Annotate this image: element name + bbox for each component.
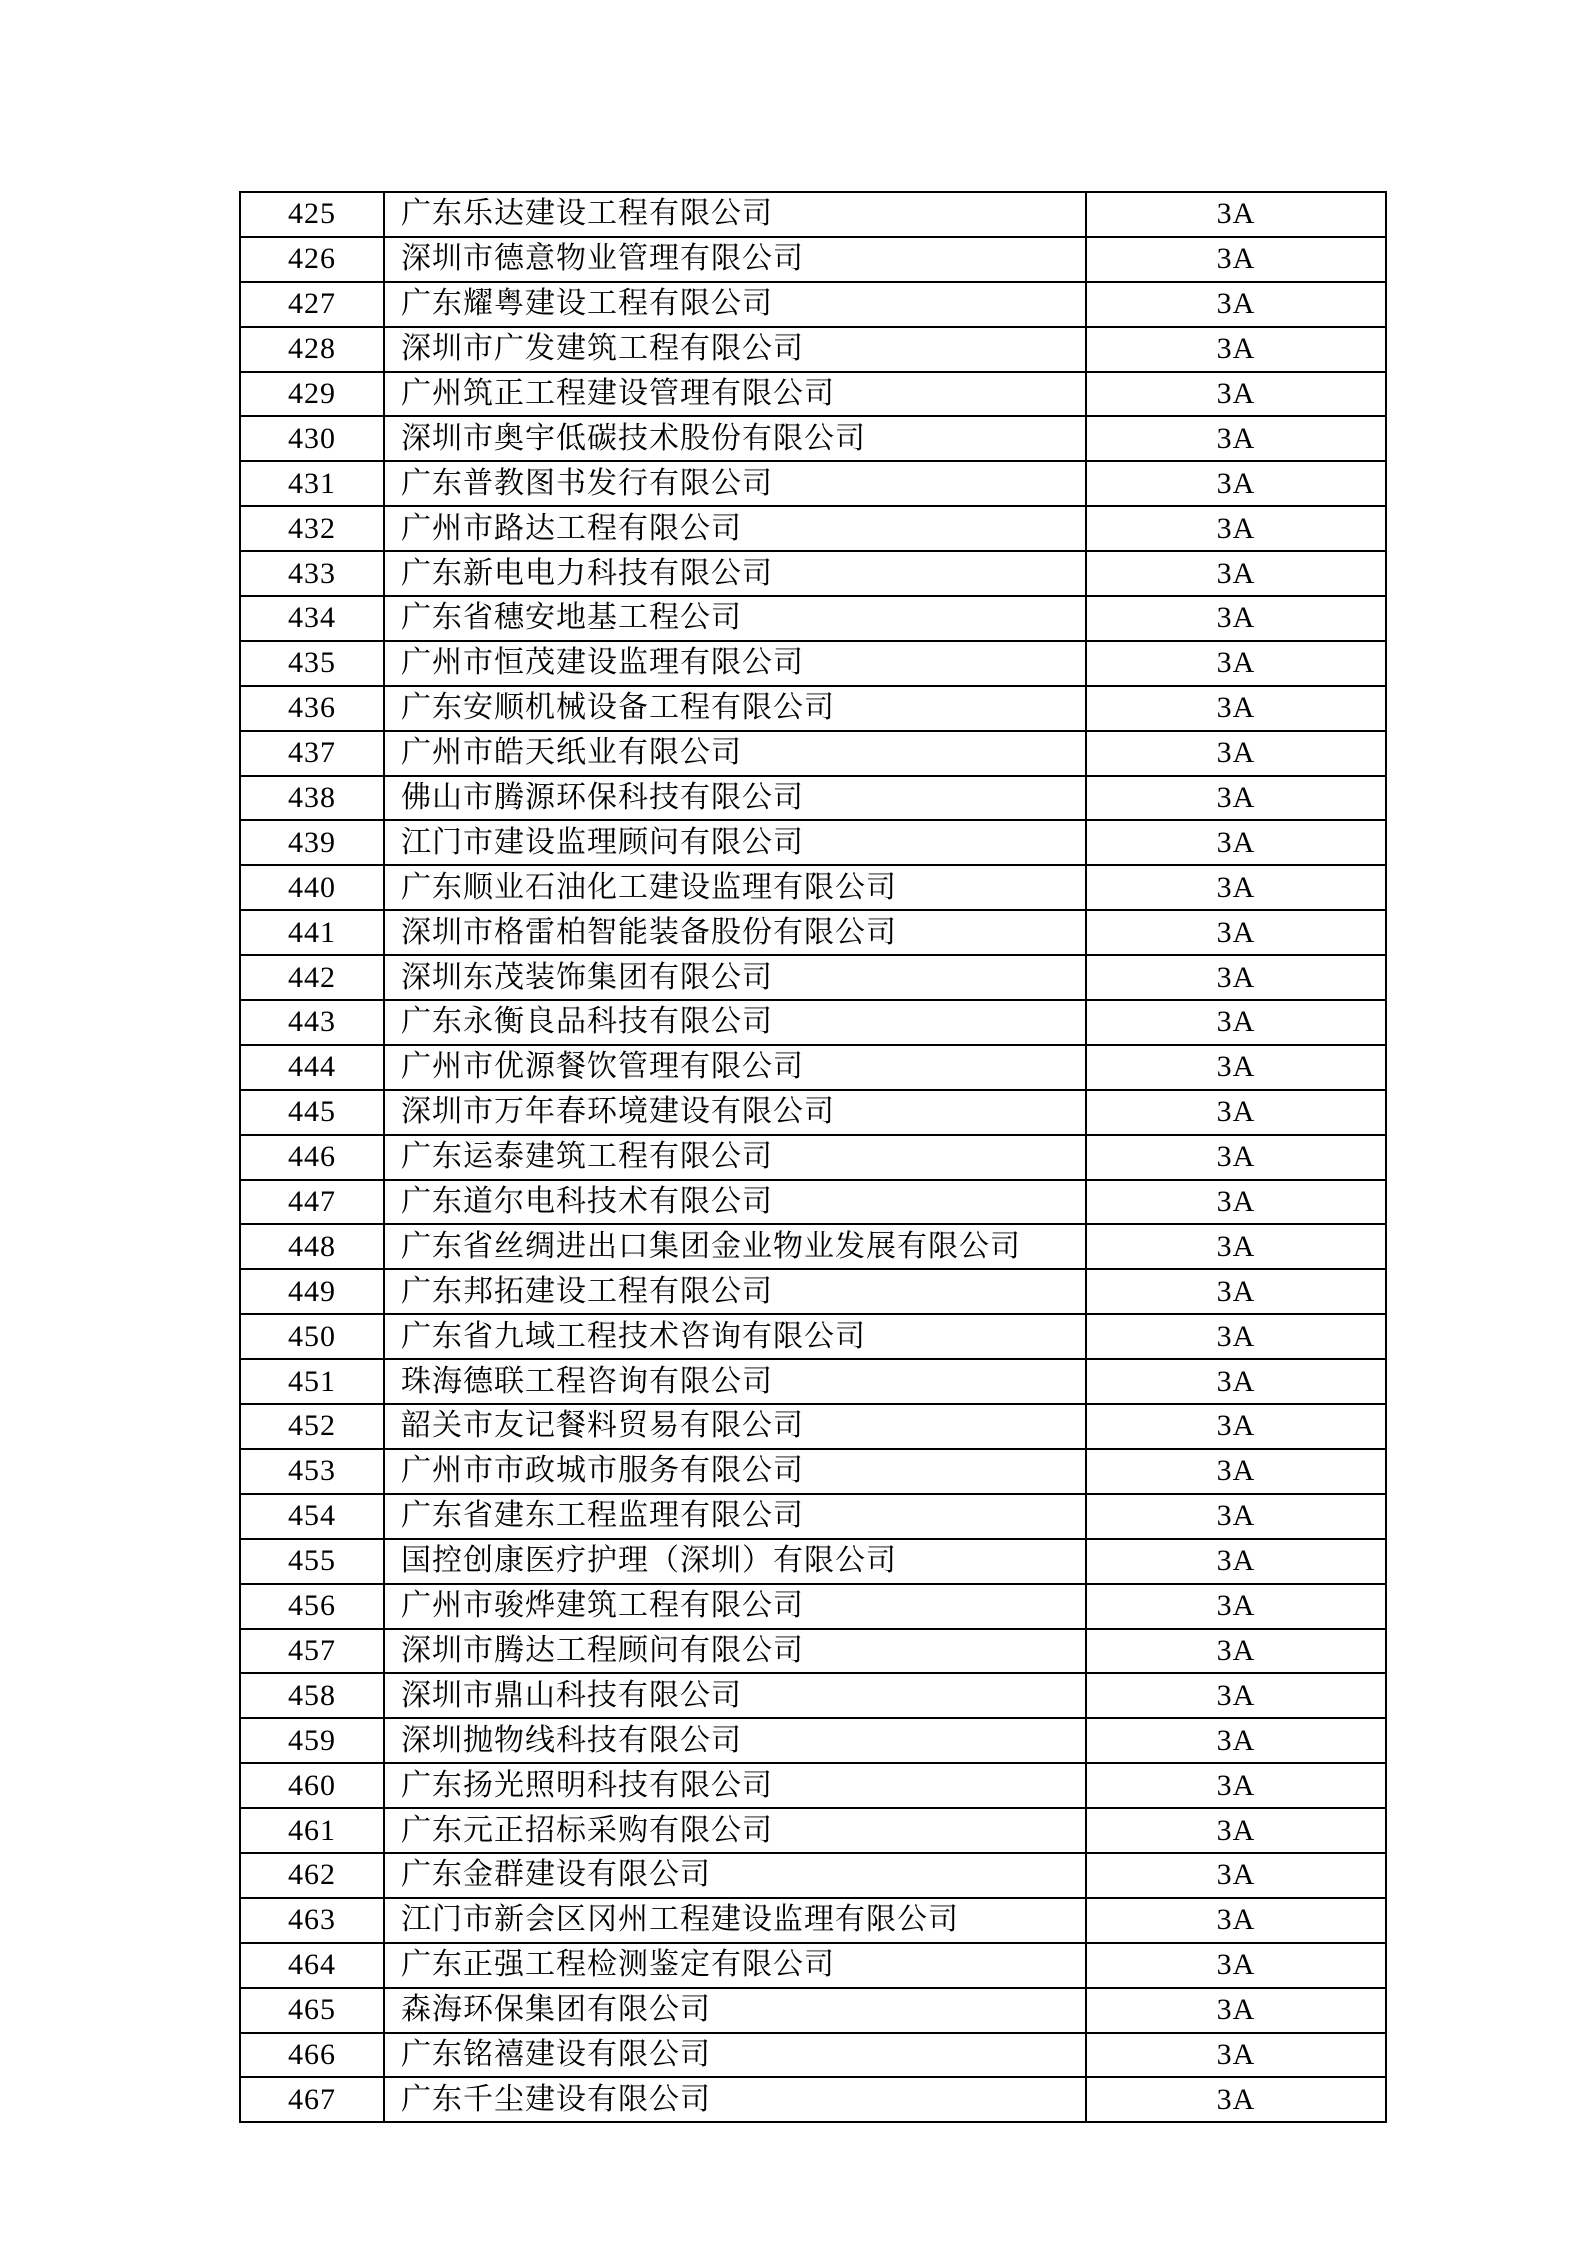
credit-grade-cell: 3A	[1086, 1224, 1386, 1269]
row-number-cell: 452	[240, 1404, 384, 1449]
company-name-cell: 深圳东茂装饰集团有限公司	[384, 955, 1086, 1000]
table-row	[240, 686, 1386, 731]
company-name-cell: 深圳市鼎山科技有限公司	[384, 1673, 1086, 1718]
table-row	[240, 776, 1386, 821]
company-name-cell: 广东永衡良品科技有限公司	[384, 1000, 1086, 1045]
table-row	[240, 1898, 1386, 1943]
row-number-cell: 464	[240, 1943, 384, 1988]
row-number-cell: 456	[240, 1584, 384, 1629]
company-name-cell: 广州市皓天纸业有限公司	[384, 731, 1086, 776]
row-number-cell: 445	[240, 1090, 384, 1135]
credit-grade-cell: 3A	[1086, 1853, 1386, 1898]
row-number-cell: 467	[240, 2077, 384, 2122]
row-number-cell: 458	[240, 1673, 384, 1718]
table-row	[240, 1404, 1386, 1449]
company-name-cell: 广东省九域工程技术咨询有限公司	[384, 1314, 1086, 1359]
company-name-cell: 深圳市广发建筑工程有限公司	[384, 327, 1086, 372]
row-number-cell: 461	[240, 1808, 384, 1853]
company-name-cell: 深圳市格雷柏智能装备股份有限公司	[384, 910, 1086, 955]
credit-grade-cell: 3A	[1086, 1090, 1386, 1135]
credit-grade-cell: 3A	[1086, 731, 1386, 776]
company-name-cell: 广东正强工程检测鉴定有限公司	[384, 1943, 1086, 1988]
row-number-cell: 442	[240, 955, 384, 1000]
table-row	[240, 910, 1386, 955]
company-name-cell: 广东耀粤建设工程有限公司	[384, 282, 1086, 327]
company-rating-table	[239, 191, 1387, 2123]
company-name-cell: 广东省丝绸进出口集团金业物业发展有限公司	[384, 1224, 1086, 1269]
credit-grade-cell: 3A	[1086, 865, 1386, 910]
row-number-cell: 440	[240, 865, 384, 910]
row-number-cell: 432	[240, 506, 384, 551]
credit-grade-cell: 3A	[1086, 327, 1386, 372]
table-row	[240, 731, 1386, 776]
row-number-cell: 429	[240, 372, 384, 417]
table-row	[240, 1539, 1386, 1584]
row-number-cell: 446	[240, 1135, 384, 1180]
credit-grade-cell: 3A	[1086, 1045, 1386, 1090]
row-number-cell: 444	[240, 1045, 384, 1090]
credit-grade-cell: 3A	[1086, 1135, 1386, 1180]
company-name-cell: 广东道尔电科技术有限公司	[384, 1180, 1086, 1225]
credit-grade-cell: 3A	[1086, 1314, 1386, 1359]
credit-grade-cell: 3A	[1086, 2077, 1386, 2122]
row-number-cell: 431	[240, 461, 384, 506]
row-number-cell: 436	[240, 686, 384, 731]
row-number-cell: 443	[240, 1000, 384, 1045]
credit-grade-cell: 3A	[1086, 1404, 1386, 1449]
credit-grade-cell: 3A	[1086, 372, 1386, 417]
row-number-cell: 466	[240, 2033, 384, 2078]
table-row	[240, 327, 1386, 372]
table-row	[240, 2033, 1386, 2078]
credit-grade-cell: 3A	[1086, 820, 1386, 865]
table-row	[240, 955, 1386, 1000]
credit-grade-cell: 3A	[1086, 1359, 1386, 1404]
company-name-cell: 广东省穗安地基工程公司	[384, 596, 1086, 641]
company-name-cell: 广州市路达工程有限公司	[384, 506, 1086, 551]
row-number-cell: 465	[240, 1988, 384, 2033]
credit-grade-cell: 3A	[1086, 1988, 1386, 2033]
table-row	[240, 1314, 1386, 1359]
table-row	[240, 237, 1386, 282]
table-row	[240, 1943, 1386, 1988]
credit-grade-cell: 3A	[1086, 1000, 1386, 1045]
table-row	[240, 1090, 1386, 1135]
company-name-cell: 森海环保集团有限公司	[384, 1988, 1086, 2033]
company-name-cell: 广东铭禧建设有限公司	[384, 2033, 1086, 2078]
row-number-cell: 435	[240, 641, 384, 686]
company-name-cell: 广东乐达建设工程有限公司	[384, 192, 1086, 237]
company-name-cell: 佛山市腾源环保科技有限公司	[384, 776, 1086, 821]
company-name-cell: 深圳市万年春环境建设有限公司	[384, 1090, 1086, 1135]
row-number-cell: 441	[240, 910, 384, 955]
table-row	[240, 1808, 1386, 1853]
row-number-cell: 459	[240, 1718, 384, 1763]
table-row	[240, 1988, 1386, 2033]
credit-grade-cell: 3A	[1086, 416, 1386, 461]
credit-grade-cell: 3A	[1086, 955, 1386, 1000]
row-number-cell: 460	[240, 1763, 384, 1808]
table-row	[240, 282, 1386, 327]
row-number-cell: 453	[240, 1449, 384, 1494]
row-number-cell: 439	[240, 820, 384, 865]
company-name-cell: 广东元正招标采购有限公司	[384, 1808, 1086, 1853]
credit-grade-cell: 3A	[1086, 1629, 1386, 1674]
company-name-cell: 广东扬光照明科技有限公司	[384, 1763, 1086, 1808]
company-name-cell: 广东金群建设有限公司	[384, 1853, 1086, 1898]
table-row	[240, 1045, 1386, 1090]
table-row	[240, 372, 1386, 417]
table-row	[240, 1135, 1386, 1180]
row-number-cell: 426	[240, 237, 384, 282]
table-row	[240, 1494, 1386, 1539]
company-name-cell: 广州筑正工程建设管理有限公司	[384, 372, 1086, 417]
credit-grade-cell: 3A	[1086, 1584, 1386, 1629]
table-row	[240, 2077, 1386, 2122]
company-name-cell: 广东省建东工程监理有限公司	[384, 1494, 1086, 1539]
company-name-cell: 江门市建设监理顾问有限公司	[384, 820, 1086, 865]
table-row	[240, 1629, 1386, 1674]
credit-grade-cell: 3A	[1086, 2033, 1386, 2078]
credit-grade-cell: 3A	[1086, 1808, 1386, 1853]
credit-grade-cell: 3A	[1086, 282, 1386, 327]
company-name-cell: 江门市新会区冈州工程建设监理有限公司	[384, 1898, 1086, 1943]
table-row	[240, 1000, 1386, 1045]
company-name-cell: 深圳抛物线科技有限公司	[384, 1718, 1086, 1763]
row-number-cell: 437	[240, 731, 384, 776]
company-name-cell: 广东千尘建设有限公司	[384, 2077, 1086, 2122]
company-name-cell: 深圳市奥宇低碳技术股份有限公司	[384, 416, 1086, 461]
company-name-cell: 广州市市政城市服务有限公司	[384, 1449, 1086, 1494]
credit-grade-cell: 3A	[1086, 596, 1386, 641]
credit-grade-cell: 3A	[1086, 1673, 1386, 1718]
table-row	[240, 1763, 1386, 1808]
company-name-cell: 广东新电电力科技有限公司	[384, 551, 1086, 596]
row-number-cell: 457	[240, 1629, 384, 1674]
table-row	[240, 641, 1386, 686]
credit-grade-cell: 3A	[1086, 1898, 1386, 1943]
credit-grade-cell: 3A	[1086, 1943, 1386, 1988]
row-number-cell: 463	[240, 1898, 384, 1943]
row-number-cell: 449	[240, 1269, 384, 1314]
table-row	[240, 1718, 1386, 1763]
table-row	[240, 192, 1386, 237]
table-row	[240, 820, 1386, 865]
company-name-cell: 国控创康医疗护理（深圳）有限公司	[384, 1539, 1086, 1584]
row-number-cell: 454	[240, 1494, 384, 1539]
table-row	[240, 506, 1386, 551]
row-number-cell: 447	[240, 1180, 384, 1225]
credit-grade-cell: 3A	[1086, 192, 1386, 237]
credit-grade-cell: 3A	[1086, 1539, 1386, 1584]
table-row	[240, 1449, 1386, 1494]
row-number-cell: 434	[240, 596, 384, 641]
credit-grade-cell: 3A	[1086, 686, 1386, 731]
credit-grade-cell: 3A	[1086, 1269, 1386, 1314]
table-row	[240, 596, 1386, 641]
company-name-cell: 广东运泰建筑工程有限公司	[384, 1135, 1086, 1180]
credit-grade-cell: 3A	[1086, 237, 1386, 282]
company-name-cell: 深圳市德意物业管理有限公司	[384, 237, 1086, 282]
row-number-cell: 427	[240, 282, 384, 327]
table-row	[240, 865, 1386, 910]
credit-grade-cell: 3A	[1086, 1494, 1386, 1539]
credit-grade-cell: 3A	[1086, 551, 1386, 596]
row-number-cell: 455	[240, 1539, 384, 1584]
table-row	[240, 1584, 1386, 1629]
company-name-cell: 韶关市友记餐料贸易有限公司	[384, 1404, 1086, 1449]
row-number-cell: 462	[240, 1853, 384, 1898]
company-name-cell: 珠海德联工程咨询有限公司	[384, 1359, 1086, 1404]
row-number-cell: 433	[240, 551, 384, 596]
company-name-cell: 广东顺业石油化工建设监理有限公司	[384, 865, 1086, 910]
company-name-cell: 深圳市腾达工程顾问有限公司	[384, 1629, 1086, 1674]
table-row	[240, 1269, 1386, 1314]
credit-grade-cell: 3A	[1086, 1763, 1386, 1808]
credit-grade-cell: 3A	[1086, 461, 1386, 506]
row-number-cell: 425	[240, 192, 384, 237]
credit-grade-cell: 3A	[1086, 641, 1386, 686]
company-name-cell: 广东安顺机械设备工程有限公司	[384, 686, 1086, 731]
table-row	[240, 1673, 1386, 1718]
table-row	[240, 1180, 1386, 1225]
table-body	[240, 192, 1386, 2122]
table-row	[240, 416, 1386, 461]
company-name-cell: 广州市恒茂建设监理有限公司	[384, 641, 1086, 686]
row-number-cell: 450	[240, 1314, 384, 1359]
table-row	[240, 1224, 1386, 1269]
row-number-cell: 428	[240, 327, 384, 372]
row-number-cell: 438	[240, 776, 384, 821]
table-row	[240, 461, 1386, 506]
credit-grade-cell: 3A	[1086, 506, 1386, 551]
credit-grade-cell: 3A	[1086, 1180, 1386, 1225]
credit-grade-cell: 3A	[1086, 910, 1386, 955]
credit-grade-cell: 3A	[1086, 1449, 1386, 1494]
credit-grade-cell: 3A	[1086, 776, 1386, 821]
row-number-cell: 448	[240, 1224, 384, 1269]
credit-grade-cell: 3A	[1086, 1718, 1386, 1763]
company-name-cell: 广州市优源餐饮管理有限公司	[384, 1045, 1086, 1090]
table-row	[240, 1359, 1386, 1404]
table-row	[240, 1853, 1386, 1898]
company-name-cell: 广东邦拓建设工程有限公司	[384, 1269, 1086, 1314]
company-name-cell: 广东普教图书发行有限公司	[384, 461, 1086, 506]
table-row	[240, 551, 1386, 596]
row-number-cell: 430	[240, 416, 384, 461]
company-name-cell: 广州市骏烨建筑工程有限公司	[384, 1584, 1086, 1629]
row-number-cell: 451	[240, 1359, 384, 1404]
